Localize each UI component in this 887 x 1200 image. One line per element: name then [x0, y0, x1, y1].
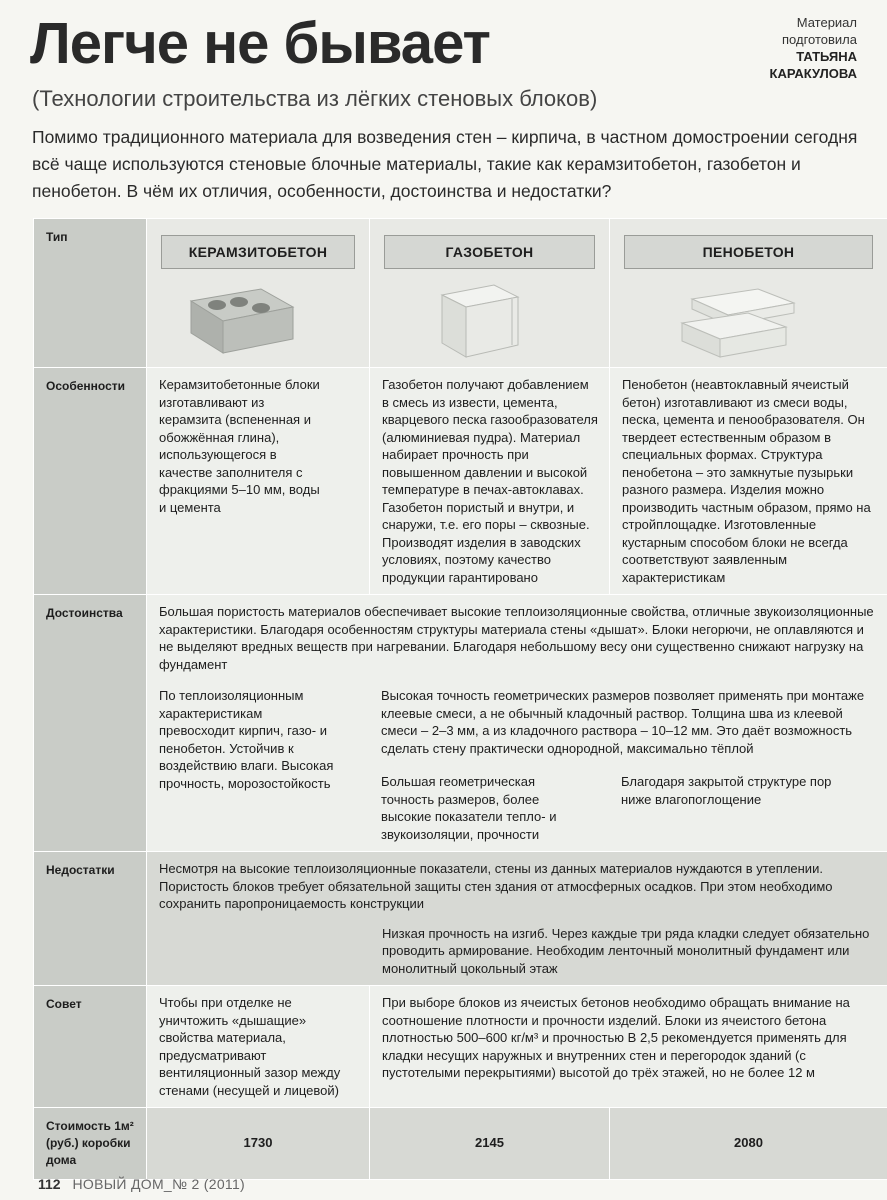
type-peno-label: ПЕНОБЕТОН — [624, 235, 873, 269]
comparison-table — [33, 218, 887, 1180]
row-advantages — [34, 595, 887, 852]
row-cost — [34, 1108, 887, 1180]
advantages-cellular: Высокая точность геометрических размеров позволяет применять при монтаже клеевые смеси, а не обычный кладочный раствор. Толщина шва из клеевой смеси – 2–3 мм, а из кладочного раствора – 10–12 мм. Это даёт возможность сделать стену практически однородной, максимально тёплой — [381, 688, 865, 756]
advice-keramzit-cell — [147, 986, 370, 1108]
lead-paragraph: Помимо традиционного материала для возведения стен – кирпича, в частном домостроении сегодня всё чаще используются стеновые блочные материалы, такие как керамзитобетон, газобетон и пенобетон. В чём их отличия, особенности, достоинства и недостатки? — [32, 127, 858, 201]
article-subtitle: (Технологии строительства из лёгких стеновых блоков) — [32, 86, 598, 111]
row-features — [34, 368, 887, 595]
label-type: Тип — [34, 219, 147, 368]
type-peno-cell — [610, 219, 887, 368]
disadvantages-common: Несмотря на высокие теплоизоляционные показатели, стены из данных материалов нуждаются в утеплении. Пористость блоков требует обязательной защиты стен здания от атмосферных осадков. При этом необходимо сохранить паропроницаемость конструкции — [159, 861, 833, 911]
article-title: Легче не бывает — [30, 11, 490, 76]
label-advantages: Достоинства — [34, 595, 147, 852]
peno-block-icon — [674, 279, 804, 359]
features-peno: Пенобетон (неавтоклавный ячеистый бетон) изготавливают из смеси воды, песка, цемента и пенообразователя. Он твердеет естественным образом в специальных формах. Структура пенобетона – это замкнутые пузырьки разного размера. Изделия можно производить частным образом, прямо на стройплощадке. Изготовленные кустарным способом блоки не всегда соответствуют заявленным характеристикам — [622, 377, 871, 585]
advantages-gazo: Большая геометрическая точность размеров, более высокие показатели тепло- и звукоизоляции, прочности — [381, 774, 557, 842]
advantages-cellular-group — [369, 683, 887, 851]
advice-cellular: При выборе блоков из ячеистых бетонов необходимо обращать внимание на соотношение плотности и прочности изделий. Блоки из ячеистого бетона плотностью 500–600 кг/м³ и прочностью В 2,5 рекомендуется применять для кладки несущих наружных и внутренних стен и перегородок зданий (с пустотелыми перекрытиями) высотой до трёх этажей, но не более 12 м — [382, 995, 850, 1080]
page-number: 112 — [38, 1176, 61, 1192]
row-disadvantages — [34, 852, 887, 986]
cost-keramzit: 1730 — [147, 1108, 370, 1180]
advice-cellular-cell — [370, 986, 887, 1108]
credit-line-1: Материал — [796, 15, 857, 30]
features-peno-cell — [610, 368, 887, 595]
gazo-block-icon — [434, 279, 534, 359]
label-disadvantages: Недостатки — [34, 852, 147, 986]
author-last-name: КАРАКУЛОВА — [769, 66, 857, 81]
advantages-peno: Благодаря закрытой структуре пор ниже влагопоглощение — [621, 774, 832, 807]
label-advice: Совет — [34, 986, 147, 1108]
advantages-common: Большая пористость материалов обеспечивает высокие теплоизоляционные свойства, отличные звукоизоляционные характеристики. Благодаря особенностям структуры материала стены «дышат». Блоки негорючи, не оплавляются и не выделяют вредных веществ при нагревании. Благодаря небольшому весу они существенно снижают нагрузку на фундамент — [159, 604, 874, 672]
disadvantages-cellular: Низкая прочность на изгиб. Через каждые три ряда кладки следует обязательно проводить армирование. Необходим ленточный монолитный фундамент или монолитный цокольный этаж — [382, 925, 870, 976]
row-type — [34, 219, 887, 368]
keramzit-block-icon — [181, 279, 301, 359]
row-advice — [34, 986, 887, 1108]
features-keramzit-cell — [147, 368, 370, 595]
page-footer — [38, 1176, 245, 1192]
features-gazo-cell — [370, 368, 610, 595]
cost-gazo: 2145 — [370, 1108, 610, 1180]
type-keramzit-label: КЕРАМЗИТОБЕТОН — [161, 235, 355, 269]
author-credit — [657, 14, 857, 82]
advantages-split — [147, 683, 887, 851]
type-gazo-cell — [370, 219, 610, 368]
disadvantages-cell — [147, 852, 887, 986]
type-keramzit-cell — [147, 219, 370, 368]
advantages-keramzit: По теплоизоляционным характеристикам превосходит кирпич, газо- и пенобетон. Устойчив к воздействию влаги. Высокая прочность, морозостойкость — [159, 688, 334, 791]
label-cost: Стоимость 1м² (руб.) коробки дома — [34, 1108, 147, 1180]
type-gazo-label: ГАЗОБЕТОН — [384, 235, 595, 269]
credit-line-2: подготовила — [782, 32, 857, 47]
magazine-issue: НОВЫЙ ДОМ_№ 2 (2011) — [72, 1176, 246, 1192]
author-first-name: ТАТЬЯНА — [796, 49, 857, 64]
cost-peno: 2080 — [610, 1108, 887, 1180]
features-keramzit: Керамзитобетонные блоки изготавливают из керамзита (вспененная и обожжённая глина), использующегося в качестве заполнителя с фракциями 5–10 мм, воды и цемента — [159, 377, 320, 515]
advantages-cellular-split — [369, 765, 887, 851]
advantages-cell — [147, 595, 887, 852]
advice-keramzit: Чтобы при отделке не уничтожить «дышащие» свойства материала, предусматривают вентиляционный зазор между стенами (несущей и лицевой) — [159, 995, 341, 1098]
features-gazo: Газобетон получают добавлением в смесь из извести, цемента, кварцевого песка газообразователя (алюминиевая пудра). Материал набирает прочность при повышенном давлении и высокой температуре в печах-автоклавах. Газобетон пористый и внутри, и снаружи, т.е. его поры – сквозные. Производят изделия в заводских условиях, поэтому качество продукции гарантировано — [382, 377, 598, 585]
label-features: Особенности — [34, 368, 147, 595]
